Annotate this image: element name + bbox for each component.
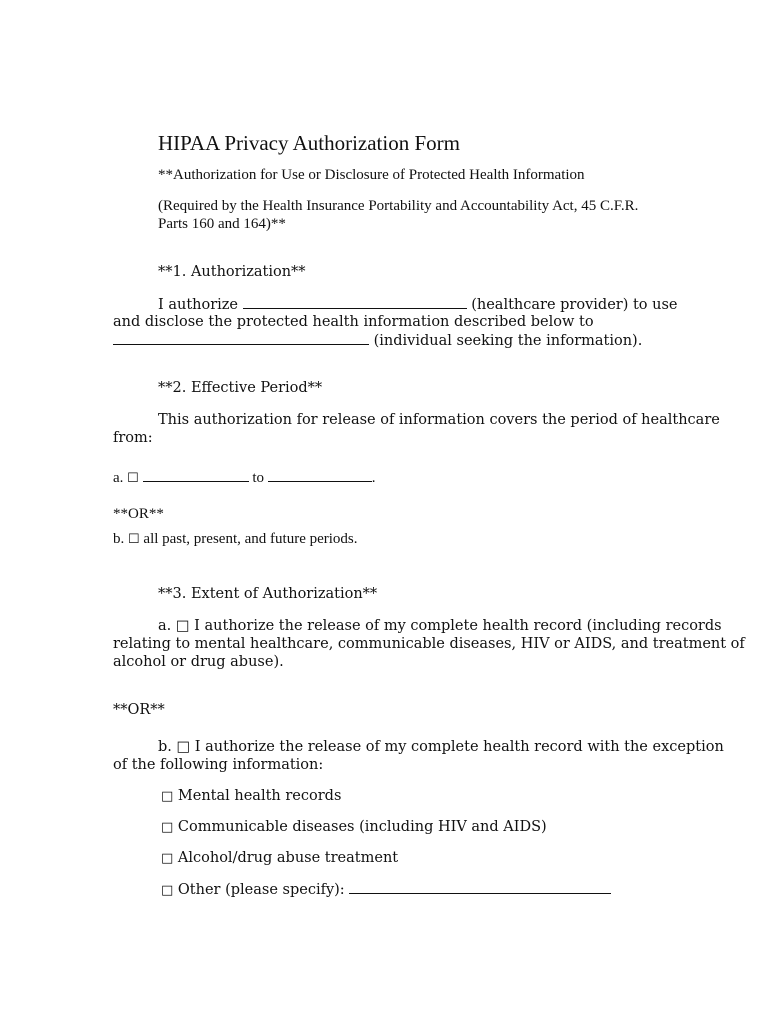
authorize-suffix: (healthcare provider) to use: [471, 297, 678, 313]
healthcare-provider-field[interactable]: [243, 296, 467, 309]
section2-heading: **2. Effective Period**: [158, 380, 323, 396]
section1-line1: [158, 296, 678, 313]
exception-checkbox[interactable]: □: [161, 883, 174, 898]
period-b-checkbox[interactable]: ☐: [128, 531, 140, 546]
section1-line3: [113, 332, 642, 349]
exception-checkbox[interactable]: □: [161, 820, 174, 835]
exception-checkbox[interactable]: □: [161, 789, 174, 804]
extent-option-a-line2: relating to mental healthcare, communicable diseases, HIV or AIDS, and treatment of: [113, 636, 745, 652]
authorize-prefix: I authorize: [158, 297, 239, 313]
period-option-b: [113, 531, 358, 548]
section1-heading: **1. Authorization**: [158, 264, 306, 280]
exception-label: Other (please specify):: [177, 882, 345, 898]
period-option-a: [113, 469, 376, 487]
or-label-1: **OR**: [113, 506, 164, 522]
period-end-field[interactable]: [268, 469, 372, 482]
required-note-line1: (Required by the Health Insurance Portability and Accountability Act, 45 C.F.R.: [158, 198, 639, 214]
section2-body-line1: This authorization for release of information covers the period of healthcare: [158, 412, 720, 428]
option-b-text: all past, present, and future periods.: [143, 531, 358, 547]
to-word: to: [252, 470, 264, 486]
exception-item[interactable]: [161, 819, 547, 835]
period-a-checkbox[interactable]: ☐: [127, 470, 139, 485]
exception-label: Alcohol/drug abuse treatment: [177, 850, 399, 866]
exception-item[interactable]: [161, 850, 398, 866]
extent-option-a-line1[interactable]: a. □ I authorize the release of my complete health record (including records: [158, 618, 722, 634]
extent-option-a-line3: alcohol or drug abuse).: [113, 654, 284, 670]
section2-body-line2: from:: [113, 430, 153, 446]
exception-item[interactable]: [161, 881, 611, 898]
page-title: HIPAA Privacy Authorization Form: [158, 131, 460, 155]
option-b-label: b.: [113, 531, 125, 547]
section3-heading: **3. Extent of Authorization**: [158, 586, 378, 602]
form-subtitle: **Authorization for Use or Disclosure of Protected Health Information: [158, 167, 585, 183]
recipient-field[interactable]: [113, 332, 369, 345]
exception-label: Mental health records: [177, 788, 342, 804]
or-label-2: **OR**: [113, 702, 165, 718]
other-specify-field[interactable]: [349, 881, 611, 894]
extent-option-b-line2: of the following information:: [113, 757, 324, 773]
exception-checkbox[interactable]: □: [161, 851, 174, 866]
recipient-suffix: (individual seeking the information).: [373, 333, 643, 349]
period-start-field[interactable]: [143, 469, 249, 482]
required-note-line2: Parts 160 and 164)**: [158, 216, 286, 232]
section1-line2: and disclose the protected health information described below to: [113, 314, 594, 330]
exception-label: Communicable diseases (including HIV and AIDS): [177, 819, 547, 835]
extent-option-b-line1[interactable]: b. □ I authorize the release of my complete health record with the exception: [158, 739, 724, 755]
period-end-dot: .: [371, 470, 376, 486]
option-a-label: a.: [113, 470, 124, 486]
exception-item[interactable]: [161, 788, 341, 804]
